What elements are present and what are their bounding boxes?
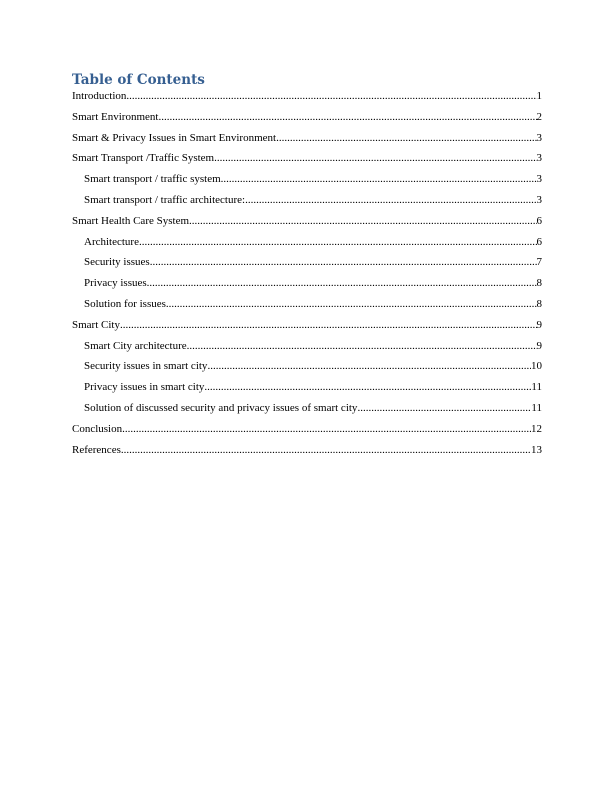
toc-entry-label: Architecture — [84, 235, 139, 248]
toc-entry-label: Smart City architecture — [84, 339, 187, 352]
toc-entry-page-number: 12 — [531, 422, 542, 435]
toc-dot-leader — [139, 236, 537, 248]
toc-entry[interactable] — [72, 256, 542, 277]
toc-entry-label: References — [72, 443, 121, 456]
toc-entry-label: Solution of discussed security and privacy issues of smart city — [84, 401, 358, 414]
toc-entry-label: Smart Environment — [72, 110, 159, 123]
toc-entry-page-number: 3 — [536, 173, 542, 186]
toc-entry-page-number: 9 — [536, 318, 542, 331]
toc-entry-page-number: 3 — [536, 131, 542, 144]
toc-entry[interactable] — [72, 444, 542, 465]
toc-entry[interactable] — [72, 111, 542, 132]
toc-entry-page-number: 3 — [536, 193, 542, 206]
toc-entry-label: Smart & Privacy Issues in Smart Environment — [72, 131, 277, 144]
toc-entry-page-number: 1 — [536, 90, 542, 102]
toc-entry-page-number: 6 — [536, 235, 542, 248]
table-of-contents — [72, 71, 542, 464]
toc-entry-label: Smart Transport /Traffic System — [72, 152, 215, 165]
toc-list — [72, 90, 542, 464]
toc-entry-label: Smart transport / traffic architecture: — [84, 193, 246, 206]
toc-entry-label: Security issues — [84, 256, 150, 269]
toc-entry-label: Security issues in smart city — [84, 360, 208, 373]
toc-entry[interactable] — [72, 298, 542, 319]
toc-dot-leader — [187, 340, 537, 352]
toc-entry[interactable] — [72, 381, 542, 402]
toc-entry-page-number: 6 — [536, 214, 542, 227]
toc-entry-page-number: 11 — [531, 401, 542, 414]
toc-dot-leader — [150, 256, 537, 268]
toc-entry-page-number: 8 — [536, 277, 542, 290]
toc-entry-page-number: 2 — [536, 110, 542, 123]
toc-dot-leader — [147, 277, 537, 289]
toc-dot-leader — [276, 132, 536, 144]
toc-entry-page-number: 11 — [531, 381, 542, 394]
toc-entry[interactable] — [72, 152, 542, 173]
toc-dot-leader — [221, 173, 537, 185]
toc-entry[interactable] — [72, 194, 542, 215]
toc-entry[interactable] — [72, 132, 542, 153]
toc-dot-leader — [166, 298, 537, 310]
toc-entry[interactable] — [72, 215, 542, 236]
toc-entry-label: Smart City — [72, 318, 120, 331]
toc-entry-label: Privacy issues — [84, 277, 147, 290]
toc-dot-leader — [189, 215, 536, 227]
toc-entry[interactable] — [72, 319, 542, 340]
toc-dot-leader — [121, 444, 531, 456]
toc-entry[interactable] — [72, 340, 542, 361]
toc-dot-leader — [158, 111, 536, 123]
toc-entry-page-number: 13 — [531, 443, 542, 456]
toc-entry[interactable] — [72, 423, 542, 444]
toc-dot-leader — [357, 402, 531, 414]
toc-dot-leader — [120, 319, 537, 331]
toc-entry-page-number: 10 — [531, 360, 542, 373]
toc-dot-leader — [204, 381, 531, 393]
toc-dot-leader — [245, 194, 536, 206]
toc-dot-leader — [214, 152, 536, 164]
toc-entry[interactable] — [72, 277, 542, 298]
toc-entry-page-number: 8 — [536, 297, 542, 310]
toc-entry[interactable] — [72, 402, 542, 423]
toc-entry-label: Privacy issues in smart city — [84, 381, 205, 394]
toc-entry-label: Smart Health Care System — [72, 214, 190, 227]
toc-entry-page-number: 3 — [536, 152, 542, 165]
toc-entry[interactable] — [72, 173, 542, 194]
toc-dot-leader — [126, 90, 536, 102]
toc-entry-label: Introduction — [72, 90, 127, 102]
toc-dot-leader — [207, 360, 531, 372]
toc-entry-label: Conclusion — [72, 422, 123, 435]
toc-entry[interactable] — [72, 360, 542, 381]
toc-dot-leader — [122, 423, 531, 435]
toc-entry-label: Smart transport / traffic system — [84, 173, 221, 186]
toc-entry[interactable] — [72, 90, 542, 111]
toc-heading: Table of Contents — [72, 72, 205, 88]
toc-entry-page-number: 7 — [536, 256, 542, 269]
toc-entry-page-number: 9 — [536, 339, 542, 352]
toc-entry-label: Solution for issues — [84, 297, 166, 310]
toc-entry[interactable] — [72, 236, 542, 257]
